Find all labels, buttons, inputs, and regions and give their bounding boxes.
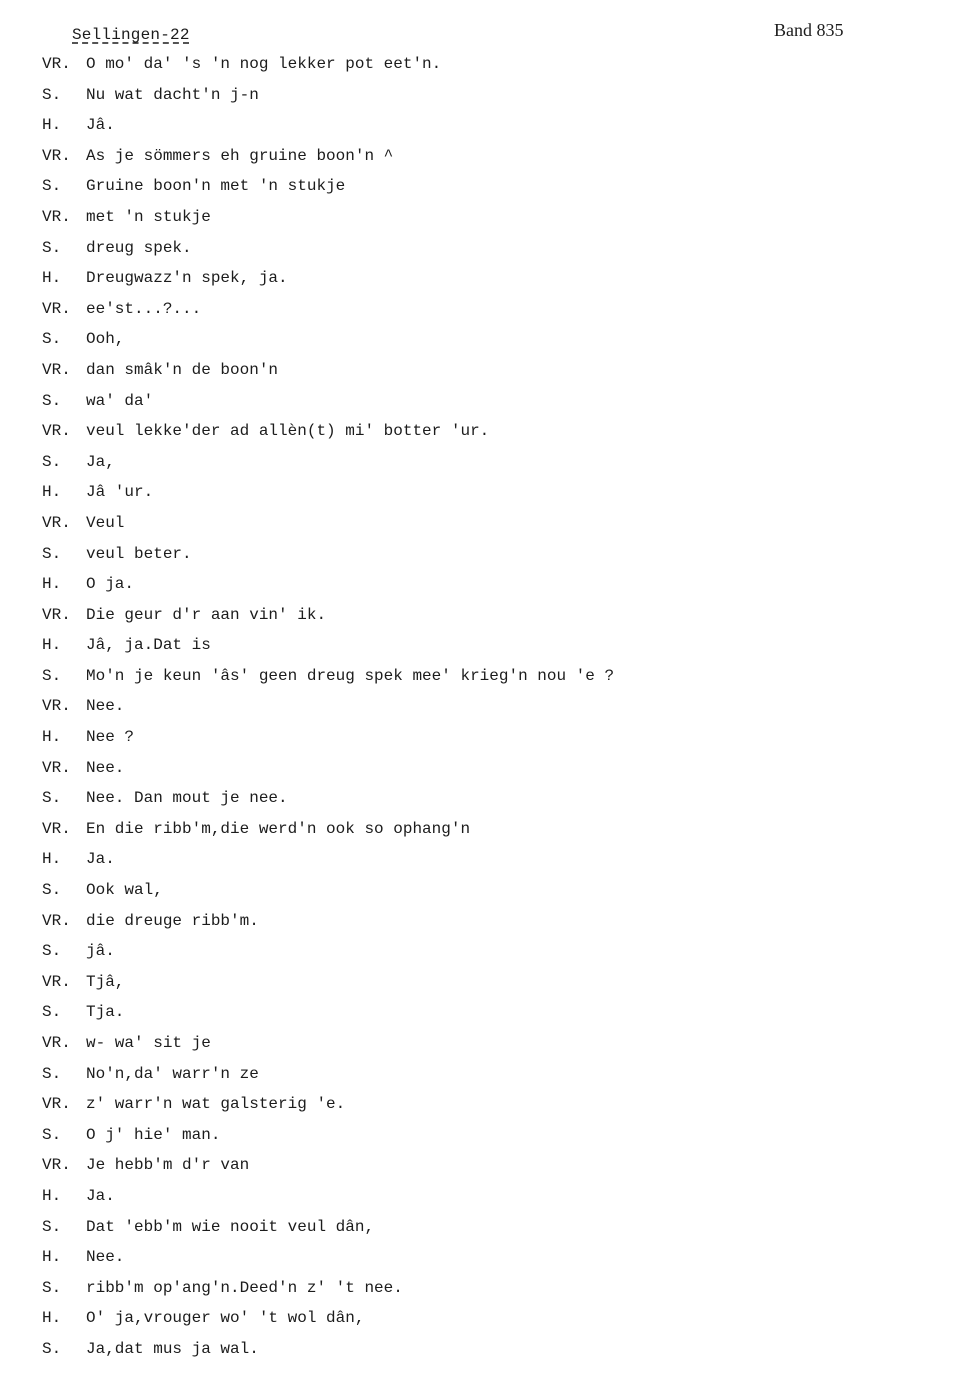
utterance-text: jâ. xyxy=(86,942,115,961)
transcript-line xyxy=(42,1095,942,1126)
utterance-text: Ooh, xyxy=(86,330,125,349)
utterance-text: O j' hie' man. xyxy=(86,1125,221,1144)
utterance-text: ee'st...?... xyxy=(86,299,202,318)
transcript-line xyxy=(42,667,942,698)
speaker-label: S. xyxy=(42,1003,62,1022)
speaker-label: H. xyxy=(42,636,62,655)
utterance-text: O mo' da' 's 'n nog lekker pot eet'n. xyxy=(86,55,442,73)
utterance-text: Tja. xyxy=(86,1003,125,1022)
transcript-line xyxy=(42,239,942,270)
transcript-line xyxy=(42,820,942,851)
speaker-label: H. xyxy=(42,1186,62,1205)
transcript-line xyxy=(42,1065,942,1096)
transcript-line xyxy=(42,912,942,943)
band-label: Band 835 xyxy=(774,20,844,40)
transcript-line xyxy=(42,1218,942,1249)
speaker-label: S. xyxy=(42,1125,62,1144)
transcript-line xyxy=(42,1003,942,1034)
utterance-text: Veul xyxy=(86,513,125,532)
utterance-text: Ja. xyxy=(86,850,115,869)
transcript-line xyxy=(42,269,942,300)
speaker-label: S. xyxy=(42,238,62,257)
speaker-label: S. xyxy=(42,881,62,900)
transcript-line xyxy=(42,789,942,820)
transcript-line xyxy=(42,483,942,514)
title-text: Sellingen-22 xyxy=(72,26,190,44)
transcript-line xyxy=(42,697,942,728)
utterance-text: Nee. xyxy=(86,697,125,716)
transcript-line xyxy=(42,942,942,973)
speaker-label: S. xyxy=(42,1064,62,1083)
speaker-label: S. xyxy=(42,544,62,563)
transcript-line xyxy=(42,850,942,881)
transcript-line xyxy=(42,545,942,576)
transcript-line xyxy=(42,392,942,423)
speaker-label: VR. xyxy=(42,360,71,379)
speaker-label: H. xyxy=(42,728,62,747)
utterance-text: O ja. xyxy=(86,575,135,594)
utterance-text: Ook wal, xyxy=(86,881,163,900)
transcript-line xyxy=(42,55,942,86)
speaker-label: VR. xyxy=(42,819,71,838)
speaker-label: VR. xyxy=(42,513,71,532)
speaker-label: VR. xyxy=(42,1034,71,1052)
transcript-line xyxy=(42,1340,942,1371)
speaker-label: VR. xyxy=(42,207,71,226)
utterance-text: Nee. Dan mout je nee. xyxy=(86,789,288,808)
speaker-label: H. xyxy=(42,575,62,594)
transcript-line xyxy=(42,759,942,790)
speaker-label: S. xyxy=(42,789,62,808)
utterance-text: Dreugwazz'n spek, ja. xyxy=(86,269,288,288)
transcript-line xyxy=(42,422,942,453)
utterance-text: wa' da' xyxy=(86,391,154,410)
transcript-line xyxy=(42,177,942,208)
utterance-text: No'n,da' warr'n ze xyxy=(86,1064,259,1083)
speaker-label: S. xyxy=(42,177,62,196)
speaker-label: VR. xyxy=(42,146,71,165)
utterance-text: Ja, xyxy=(86,452,115,471)
speaker-label: S. xyxy=(42,1339,62,1358)
transcript-line xyxy=(42,1279,942,1310)
speaker-label: VR. xyxy=(42,422,71,441)
transcript-line xyxy=(42,361,942,392)
transcript-line xyxy=(42,330,942,361)
utterance-text: Ja. xyxy=(86,1186,115,1205)
utterance-text: w- wa' sit je xyxy=(86,1034,211,1052)
utterance-text: z' warr'n wat galsterig 'e. xyxy=(86,1095,346,1114)
utterance-text: Je hebb'm d'r van xyxy=(86,1156,250,1175)
utterance-text: Nee. xyxy=(86,758,125,777)
utterance-text: Ja,dat mus ja wal. xyxy=(86,1339,259,1358)
speaker-label: VR. xyxy=(42,299,71,318)
utterance-text: Nee. xyxy=(86,1248,125,1267)
speaker-label: S. xyxy=(42,391,62,410)
utterance-text: die dreuge ribb'm. xyxy=(86,911,259,930)
speaker-label: VR. xyxy=(42,758,71,777)
transcript-line xyxy=(42,728,942,759)
utterance-text: Die geur d'r aan vin' ik. xyxy=(86,605,327,624)
document-title xyxy=(72,26,190,44)
transcript-line xyxy=(42,575,942,606)
utterance-text: Tjâ, xyxy=(86,972,125,991)
utterance-text: En die ribb'm,die werd'n ook so ophang'n xyxy=(86,819,471,838)
utterance-text: O' ja,vrouger wo' 't wol dân, xyxy=(86,1309,365,1328)
speaker-label: H. xyxy=(42,269,62,288)
transcript-line xyxy=(42,881,942,912)
transcript-line xyxy=(42,453,942,484)
transcript-line xyxy=(42,147,942,178)
transcript-line xyxy=(42,973,942,1004)
speaker-label: VR. xyxy=(42,605,71,624)
speaker-label: H. xyxy=(42,850,62,869)
speaker-label: S. xyxy=(42,452,62,471)
transcript-line xyxy=(42,606,942,637)
utterance-text: Jâ 'ur. xyxy=(86,483,154,502)
transcript-line xyxy=(42,636,942,667)
transcript-line xyxy=(42,208,942,239)
speaker-label: VR. xyxy=(42,911,71,930)
utterance-text: Mo'n je keun 'âs' geen dreug spek mee' krieg'n nou 'e ? xyxy=(86,666,615,685)
speaker-label: VR. xyxy=(42,1095,71,1114)
transcript-line xyxy=(42,300,942,331)
speaker-label: VR. xyxy=(42,697,71,716)
utterance-text: As je sömmers eh gruine boon'n ^ xyxy=(86,146,394,165)
utterance-text: Jâ, ja.Dat is xyxy=(86,636,211,655)
utterance-text: Gruine boon'n met 'n stukje xyxy=(86,177,346,196)
transcript-lines xyxy=(42,55,942,1371)
transcript-line xyxy=(42,1248,942,1279)
speaker-label: VR. xyxy=(42,55,71,73)
speaker-label: H. xyxy=(42,1309,62,1328)
speaker-label: S. xyxy=(42,330,62,349)
utterance-text: Jâ. xyxy=(86,116,115,135)
utterance-text: Dat 'ebb'm wie nooit veul dân, xyxy=(86,1217,375,1236)
speaker-label: VR. xyxy=(42,1156,71,1175)
transcript-line xyxy=(42,514,942,545)
speaker-label: S. xyxy=(42,1217,62,1236)
speaker-label: H. xyxy=(42,116,62,135)
speaker-label: S. xyxy=(42,1278,62,1297)
speaker-label: S. xyxy=(42,666,62,685)
transcript-line xyxy=(42,1187,942,1218)
transcript-line xyxy=(42,1309,942,1340)
transcript-line xyxy=(42,86,942,117)
utterance-text: dreug spek. xyxy=(86,238,192,257)
speaker-label: S. xyxy=(42,942,62,961)
utterance-text: ribb'm op'ang'n.Deed'n z' 't nee. xyxy=(86,1278,403,1297)
speaker-label: H. xyxy=(42,1248,62,1267)
speaker-label: S. xyxy=(42,85,62,104)
transcript-line xyxy=(42,1034,942,1065)
utterance-text: met 'n stukje xyxy=(86,207,211,226)
speaker-label: H. xyxy=(42,483,62,502)
utterance-text: veul lekke'der ad allèn(t) mi' botter 'ur. xyxy=(86,422,490,441)
utterance-text: veul beter. xyxy=(86,544,192,563)
transcript-line xyxy=(42,1156,942,1187)
transcript-line xyxy=(42,116,942,147)
speaker-label: VR. xyxy=(42,972,71,991)
utterance-text: Nu wat dacht'n j-n xyxy=(86,85,259,104)
transcript-line xyxy=(42,1126,942,1157)
utterance-text: Nee ? xyxy=(86,728,135,747)
utterance-text: dan smâk'n de boon'n xyxy=(86,360,279,379)
